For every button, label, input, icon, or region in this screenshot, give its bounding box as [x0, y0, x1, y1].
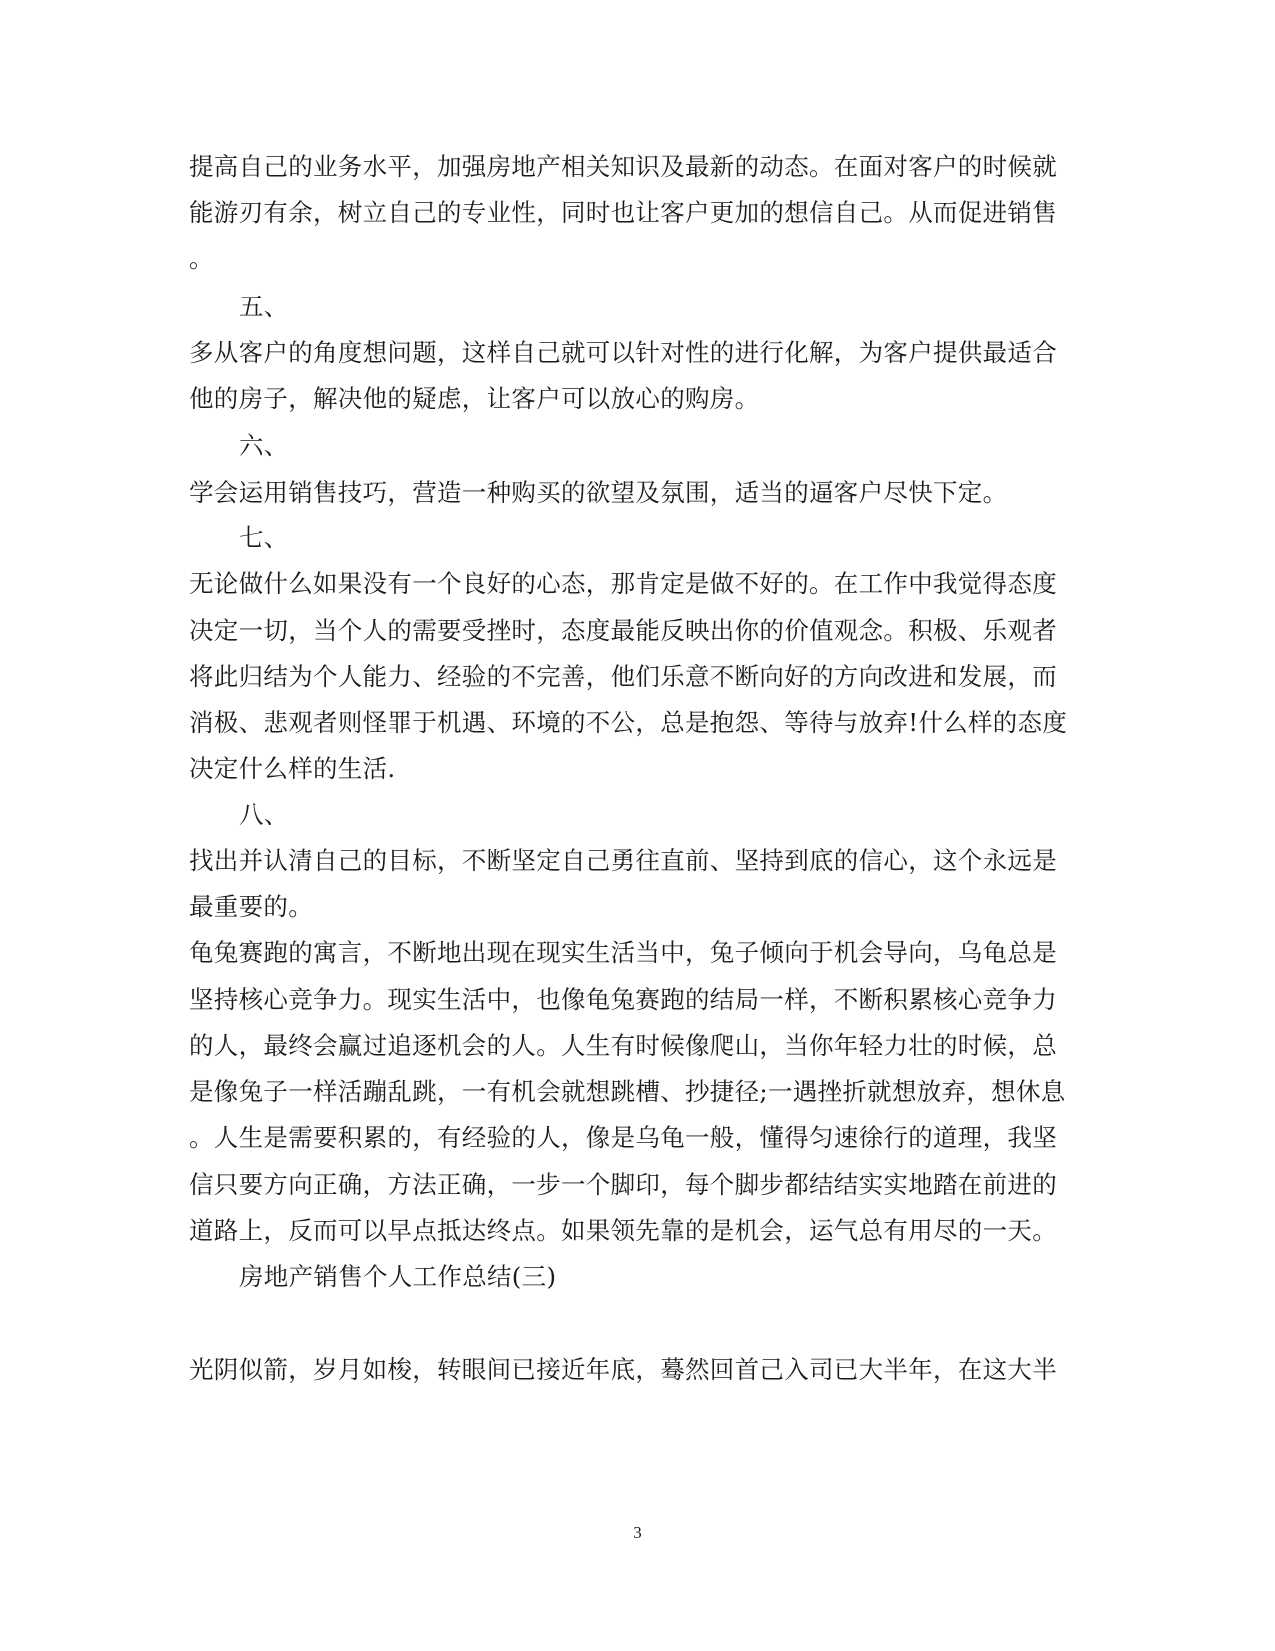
paragraph-line: 决定一切，当个人的需要受挫时，态度最能反映出你的价值观念。积极、乐观者 [189, 616, 1057, 645]
paragraph-line: 。 [189, 244, 214, 273]
paragraph-line: 提高自己的业务水平，加强房地产相关知识及最新的动态。在面对客户的时候就 [189, 152, 1057, 181]
paragraph-line: 无论做什么如果没有一个良好的心态，那肯定是做不好的。在工作中我觉得态度 [189, 569, 1057, 598]
paragraph-line: 找出并认清自己的目标，不断坚定自己勇往直前、坚持到底的信心，这个永远是 [189, 846, 1057, 875]
paragraph-line: 光阴似箭，岁月如梭，转眼间已接近年底，蓦然回首己入司已大半年，在这大半 [189, 1355, 1057, 1384]
paragraph-line: 道路上，反而可以早点抵达终点。如果领先靠的是机会，运气总有用尽的一天。 [189, 1216, 1057, 1245]
section-heading: 五、 [239, 292, 289, 321]
paragraph-line: 坚持核心竞争力。现实生活中，也像龟兔赛跑的结局一样，不断积累核心竞争力 [189, 985, 1057, 1014]
paragraph-line: 的人，最终会赢过追逐机会的人。人生有时候像爬山，当你年轻力壮的时候，总 [189, 1031, 1057, 1060]
paragraph-line: 信只要方向正确，方法正确，一步一个脚印，每个脚步都结结实实地踏在前进的 [189, 1170, 1057, 1199]
paragraph-line: 龟兔赛跑的寓言，不断地出现在现实生活当中，兔子倾向于机会导向，乌龟总是 [189, 938, 1057, 967]
paragraph-line: 他的房子，解决他的疑虑，让客户可以放心的购房。 [189, 384, 760, 413]
section-heading: 八、 [239, 800, 289, 829]
page-number: 3 [633, 1523, 642, 1542]
paragraph-line: 能游刃有余，树立自己的专业性，同时也让客户更加的想信自己。从而促进销售 [189, 198, 1057, 227]
paragraph-line: 决定什么样的生活. [189, 754, 396, 783]
paragraph-line: 学会运用销售技巧，营造一种购买的欲望及氛围，适当的逼客户尽快下定。 [189, 478, 1008, 507]
section-heading: 六、 [239, 431, 289, 460]
paragraph-line: 最重要的。 [189, 892, 313, 921]
document-subtitle: 房地产销售个人工作总结(三) [239, 1262, 557, 1291]
section-heading: 七、 [239, 523, 289, 552]
paragraph-line: 。人生是需要积累的，有经验的人，像是乌龟一般，懂得匀速徐行的道理，我坚 [189, 1123, 1057, 1152]
paragraph-line: 消极、悲观者则怪罪于机遇、环境的不公，总是抱怨、等待与放弃!什么样的态度 [189, 708, 1068, 737]
paragraph-line: 多从客户的角度想问题，这样自己就可以针对性的进行化解，为客户提供最适合 [189, 338, 1057, 367]
paragraph-line: 将此归结为个人能力、经验的不完善，他们乐意不断向好的方向改进和发展，而 [189, 662, 1057, 691]
paragraph-line: 是像兔子一样活蹦乱跳，一有机会就想跳槽、抄捷径;一遇挫折就想放弃，想休息 [189, 1077, 1066, 1106]
